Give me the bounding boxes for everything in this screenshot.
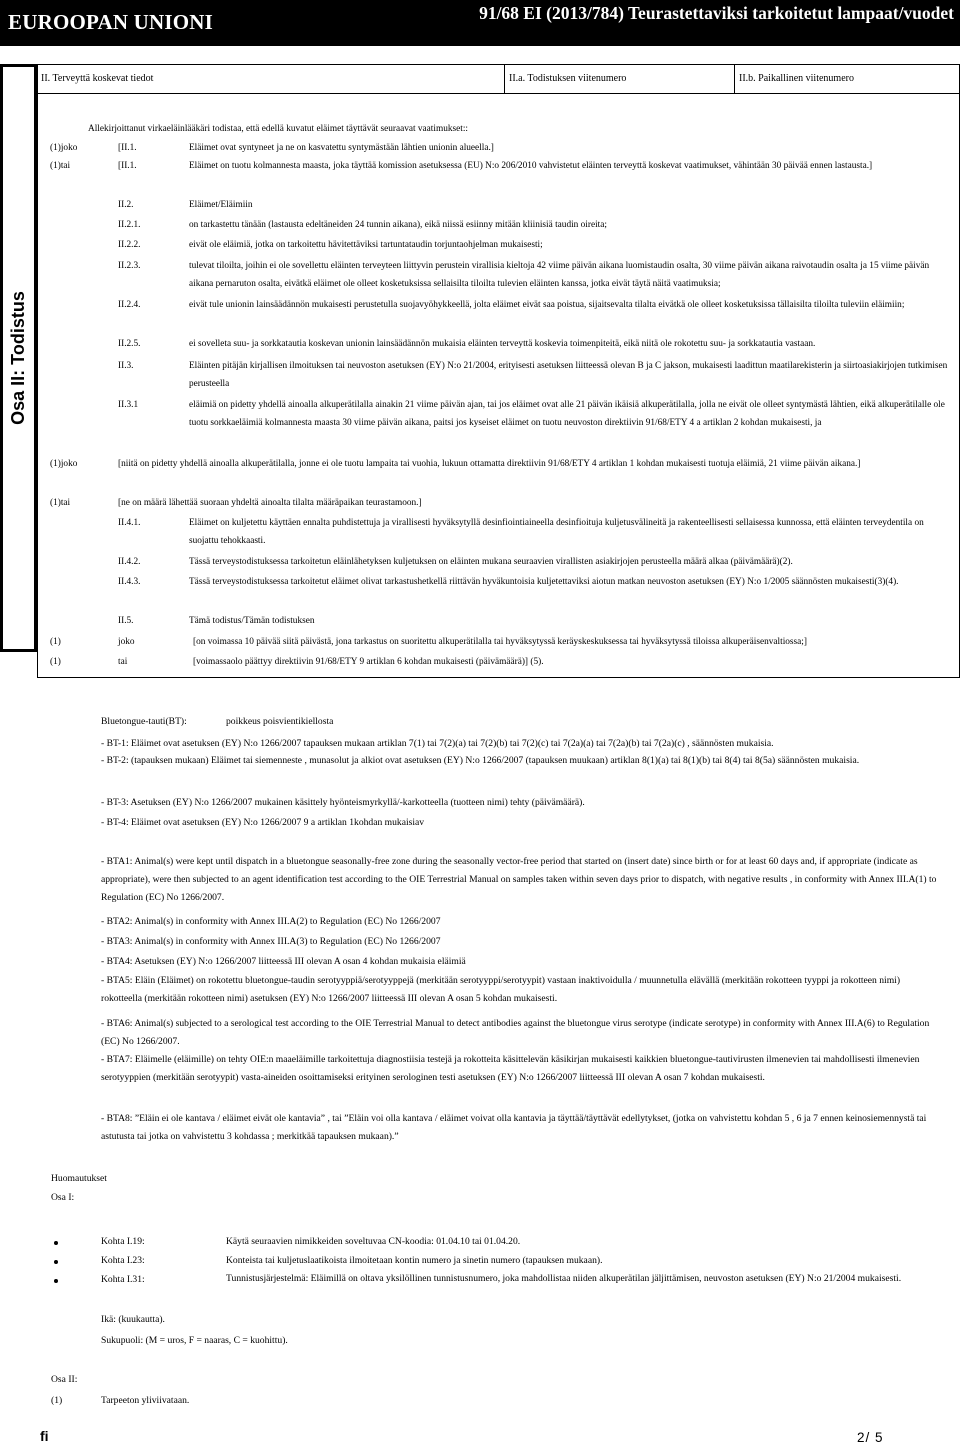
row11-num: II.4.1. xyxy=(118,518,141,528)
row1-num: [II.1. xyxy=(118,143,137,153)
row6-text: tulevat tiloilta, joihin ei ole sovellettu eläinten terveyteen liittyvin perustein virallisia kieltoja 42 viime päivän aikana luomistaudin osalta, 30 viime päivän aikana raivotaudin osalta ja 15 viime päivän aikana pernaruton osalta, eivätkä eläimet ole olleet kosketuksissa sellaisilta tiloilta tulevien eläinten kanssa, jotka eivät täytä näitä vaatimuksia; xyxy=(189,261,930,289)
joko3-text: [on voimassa 10 päivää siitä päivästä, jona tarkastus on suoritettu alkuperätilalla tai hyväksytyssä keräyskeskuksessa tai hyväksytyssä tiloissa alkuperäisenvaltiossa;] xyxy=(193,637,807,647)
joko2-lead: (1)joko xyxy=(50,459,78,469)
bta2: - BTA2: Animal(s) in conformity with Annex III.A(2) to Regulation (EC) No 1266/2007 xyxy=(101,916,441,927)
bta7: - BTA7: Eläimelle (eläimille) on tehty OIE:n maaeläimille tarkoitettuja diagnostiisia testejä ja rokotteita käsittelevän käsikirjan mukaisesti kaikkien bluetongue-tautivirusten ilmenevien tai mahdollisesti ilmenevien serotyyppien (merkitään serotyypit) vasta-aineiden osoittamiseksi erityinen serologinen testi asetuksen (EY) N:o 1266/2007 liitteessä III olevan A osan 7 kohdan mukaisesti. xyxy=(101,1054,920,1083)
bta5: - BTA5: Eläin (Eläimet) on rokotettu bluetongue-taudin serotyyppiä/serotyyppejä (merkitään serotyyppi/serotyypit) vastaan inaktivoidulla / muunnetulla elävällä (merkitään rokotteen tyyppi ja rokotteen nimi) rokotteella (merkitään rokotteen nimi) asetuksen (EY) N:o 1266/2007 liitteessä III olevan A osan 5 kohdan mukaisesti. xyxy=(101,975,901,1004)
tai3-b: tai xyxy=(118,657,128,667)
ref-cell-local-label: II.b. Paikallinen viitenumero xyxy=(739,73,854,84)
header-left-title: EUROOPAN UNIONI xyxy=(8,10,214,34)
frame-bottom-border xyxy=(37,677,960,678)
bt-heading-value: poikkeus poisvientikiellosta xyxy=(226,716,334,727)
row4-text: on tarkastettu tänään (lastausta edeltäneiden 24 tunnin aikana), eikä niissä esiinny mitään kliinisiä taudin oireita; xyxy=(189,220,607,230)
note-key-3: Kohta I.31: xyxy=(101,1274,145,1285)
row14-num: II.5. xyxy=(118,616,134,626)
row8-text: ei sovelleta suu- ja sorkkatautia koskevan unionin lainsäädännön mukaisia eläinten terveyttä koskevia toimenpiteitä, eikä niitä ole rokotettu suu- ja sorkkatautia vastaan. xyxy=(189,339,816,349)
note-val-1: Käytä seuraavien nimikkeiden soveltuvaa CN-koodia: 01.04.10 tai 01.04.20. xyxy=(226,1236,521,1247)
row7-text: eivät tule unionin lainsäädännön mukaisesti perustetulla suojavyöhykkeellä, jolta eläimet eivät saa poistua, sijaitsevalta tilalta eivätkä ole olleet kosketuksissa tällaisilta tiloilta tuleviin eläimiin; xyxy=(189,300,905,310)
row5-text: eivät ole eläimiä, jotka on tarkoitettu hävitettäviksi tartuntataudin torjuntaohjelman mukaisesti; xyxy=(189,240,543,250)
bt2: - BT-2: (tapauksen mukaan) Eläimet tai siemenneste , munasolut ja alkiot ovat asetuksen (EY) N:o 1266/2007 (tapauksen muukaan) artiklan 8(1)(a) tai 8(1)(b) tai 8(4) tai 8(5a) säännösten mukaisia. xyxy=(101,755,860,766)
row8-num: II.2.5. xyxy=(118,339,141,349)
row13-text: Tässä terveystodistuksessa tarkoitetut eläimet olivat tarkastushetkellä riittävän hyväkuntoisia kuljetettaviksi aiotun matkan neuvoston asetuksen (EY) N:o 1/2005 säännösten mukaisesti(3)(4). xyxy=(189,577,899,587)
row12-num: II.4.2. xyxy=(118,557,141,567)
row12-text: Tässä terveystodistuksessa tarkoitetun eläinlähetyksen kuljetuksen on eläinten mukana seuraavien virallisten asiakirjojen perusteella määrä alkaa (päivämäärä)(2). xyxy=(189,557,793,567)
ref-cell-certificate xyxy=(505,64,735,94)
notes-title: Huomautukset xyxy=(51,1173,107,1184)
reference-row xyxy=(37,64,960,94)
bt-heading-label: Bluetongue-tauti(BT): xyxy=(101,716,187,727)
row4-num: II.2.1. xyxy=(118,220,141,230)
tai2-text: [ne on määrä lähettää suoraan yhdeltä ainoalta tilalta määräpaikan teurastamoon.] xyxy=(118,498,422,508)
row5-num: II.2.2. xyxy=(118,240,141,250)
row9-num: II.3. xyxy=(118,361,134,371)
row2-text: Eläimet on tuotu kolmannesta maasta, joka täyttää komission asetuksessa (EU) N:o 206/2010 vahvistetut eläinten terveyttä koskevat vaatimukset, vähintään 30 päivää ennen lastausta.] xyxy=(189,161,873,171)
note-val-2: Konteista tai kuljetuslaatikoista ilmoitetaan kontin numero ja sinetin numero (tapauksen mukaan). xyxy=(226,1255,603,1266)
note-age: Ikä: (kuukautta). xyxy=(101,1314,165,1325)
notes-osa1: Osa I: xyxy=(51,1192,75,1203)
bt3: - BT-3: Asetuksen (EY) N:o 1266/2007 mukainen käsittely hyönteismyrkyllä/-karkotteella (tuotteen nimi) tehty (päivämäärä). xyxy=(101,797,585,808)
bta3: - BTA3: Animal(s) in conformity with Annex III.A(3) to Regulation (EC) No 1266/2007 xyxy=(101,936,441,947)
ref-cell-health-label: II. Terveyttä koskevat tiedot xyxy=(41,73,154,84)
row6-num: II.2.3. xyxy=(118,261,141,271)
ref-cell-certificate-label: II.a. Todistuksen viitenumero xyxy=(509,73,627,84)
row1-text: Eläimet ovat syntyneet ja ne on kasvatettu syntymästään lähtien unionin alueella.] xyxy=(189,143,494,153)
row11-text: Eläimet on kuljetettu käyttäen ennalta puhdistettuja ja virallisesti hyväksytyllä desinfiointiaineella desinfioituja kuljetusvälineitä ja rakenteellisesti sellaisessa kunnossa, että eläinten terveydentila on suojattu tehokkaasti. xyxy=(189,518,924,546)
tai2-lead: (1)tai xyxy=(50,498,71,508)
row13-num: II.4.3. xyxy=(118,577,141,587)
joko3-a: (1) xyxy=(50,637,61,647)
row10-num: II.3.1 xyxy=(118,400,139,410)
joko3-b: joko xyxy=(118,637,135,647)
bt1: - BT-1: Eläimet ovat asetuksen (EY) N:o 1266/2007 tapauksen mukaan artiklan 7(1) tai 7(2)(a) tai 7(2)(b) tai 7(2)(c) tai 7(2a)(a) tai 7(2a)(b) tai 7(2a)(c) , säännösten mukaisia. xyxy=(101,738,774,749)
joko2-text: [niitä on pidetty yhdellä ainoalla alkuperätilalla, jonne ei ole tuotu lampaita tai vuohia, lukuun ottamatta direktiivin 91/68/ETY 4 artiklan 1 kohdan mukaisesti tuotuja eläimiä, 21 viime päivän aikana.] xyxy=(118,459,861,469)
tai3-a: (1) xyxy=(50,657,61,667)
ref-cell-local xyxy=(735,64,960,94)
note-key-1: Kohta I.19: xyxy=(101,1236,145,1247)
cert-intro: Allekirjoittanut virkaeläinlääkäri todistaa, että edellä kuvatut eläimet täyttävät seuraavat vaatimukset:: xyxy=(88,124,468,134)
note-key-2: Kohta I.23: xyxy=(101,1255,145,1266)
footer-language: fi xyxy=(40,1428,49,1444)
row7-num: II.2.4. xyxy=(118,300,141,310)
bta1: - BTA1: Animal(s) were kept until dispatch in a bluetongue seasonally-free zone during the seasonally vector-free period that started on (insert date) since birth or for at least 60 days and, if appropriate (indicate as appropriate), were then subjected to an agent identification test according to the OIE Terrestrial Manual on samples taken within seven days prior to dispatch, with negative results , in conformity with Annex III.A(1) to Regulation (EC) No 1266/2007. xyxy=(101,856,937,903)
row10-text: eläimiä on pidetty yhdellä ainoalla alkuperätilalla ainakin 21 viime päivän ajan, tai jos eläimet ovat alle 21 päivän ikäisiä alkuperätilalla, jolla ne eivät ole olleet syntymästä lähtien, eikä alkuperätilalle ole tuotu sorkkaeläimiä kolmannesta maasta 30 viime päivän aikana, paitsi jos kyseiset eläimet on tuotu neuvoston direktiivin 91/68/ETY 4 a artiklan 2 kohdan mukaisesti, ja xyxy=(189,400,945,428)
bullet-marker xyxy=(54,1241,58,1245)
bt4: - BT-4: Eläimet ovat asetuksen (EY) N:o 1266/2007 9 a artiklan 1kohdan mukaisiav xyxy=(101,817,425,828)
row1-lead: (1)joko xyxy=(50,143,78,153)
note-n1-b: Tarpeeton yliviivataan. xyxy=(101,1395,190,1406)
row2-lead: (1)tai xyxy=(50,161,71,171)
bta4: - BTA4: Asetuksen (EY) N:o 1266/2007 liitteessä III olevan A osan 4 kohdan mukaisia eläimiä xyxy=(101,956,466,967)
row2-num: [II.1. xyxy=(118,161,137,171)
bullet-marker xyxy=(54,1260,58,1264)
ref-cell-health xyxy=(37,64,505,94)
bta6: - BTA6: Animal(s) subjected to a serological test according to the OIE Terrestrial Manual to detect antibodies against the bluetongue virus serotype (indicate serotype) in conformity with Annex III.A(6) to Regulation (EC) No 1266/2007. xyxy=(101,1018,930,1047)
note-n1-a: (1) xyxy=(51,1395,63,1406)
tai3-text: [voimassaolo päättyy direktiivin 91/68/ETY 9 artiklan 6 kohdan mukaisesti (päivämäärä)] (5). xyxy=(193,657,544,667)
row14-text: Tämä todistus/Tämän todistuksen xyxy=(189,616,315,626)
notes-osa2: Osa II: xyxy=(51,1374,78,1385)
note-sex: Sukupuoli: (M = uros, F = naaras, C = kuohittu). xyxy=(101,1335,288,1346)
row9-text: Eläinten pitäjän kirjallisen ilmoituksen tai neuvoston asetuksen (EY) N:o 21/2004, erityisesti asetuksen liitteessä olevan B ja C jakson, mukaisesti laadittun maatilarekisterin ja siirtoasiakirjojen tutkimisen perusteella xyxy=(189,361,948,389)
header-right-title: 91/68 EI (2013/784) Teurastettaviksi tarkoitetut lampaat/vuodet xyxy=(479,3,954,23)
side-label: Osa II: Todistus xyxy=(7,291,28,425)
footer-page-number: 2/ 5 xyxy=(857,1430,884,1445)
bullet-marker xyxy=(54,1279,58,1283)
side-strip xyxy=(0,64,37,652)
row3-text: Eläimet/Eläimiin xyxy=(189,200,253,210)
row3-num: II.2. xyxy=(118,200,134,210)
bta8: - BTA8: ”Eläin ei ole kantava / eläimet eivät ole kantavia” , tai ”Eläin voi olla kantava / eläimet voivat olla kantavia ja täyttää/täyttävät edellytykset, (jotka on vahvistettu kohdan 5 , 6 ja 7 ennen keinosiemennystä tai astutusta tai jotka on vahvistettu 3 kohdassa ; merkitkää tapauksen mukaan).” xyxy=(101,1113,927,1142)
header-bar xyxy=(0,0,960,46)
note-val-3: Tunnistusjärjestelmä: Eläimillä on oltava yksilöllinen tunnistusnumero, joka mahdollistaa niiden alkuperätilan jäljittämisen, neuvoston asetuksen (EY) N:o 21/2004 mukaisesti. xyxy=(226,1273,902,1284)
